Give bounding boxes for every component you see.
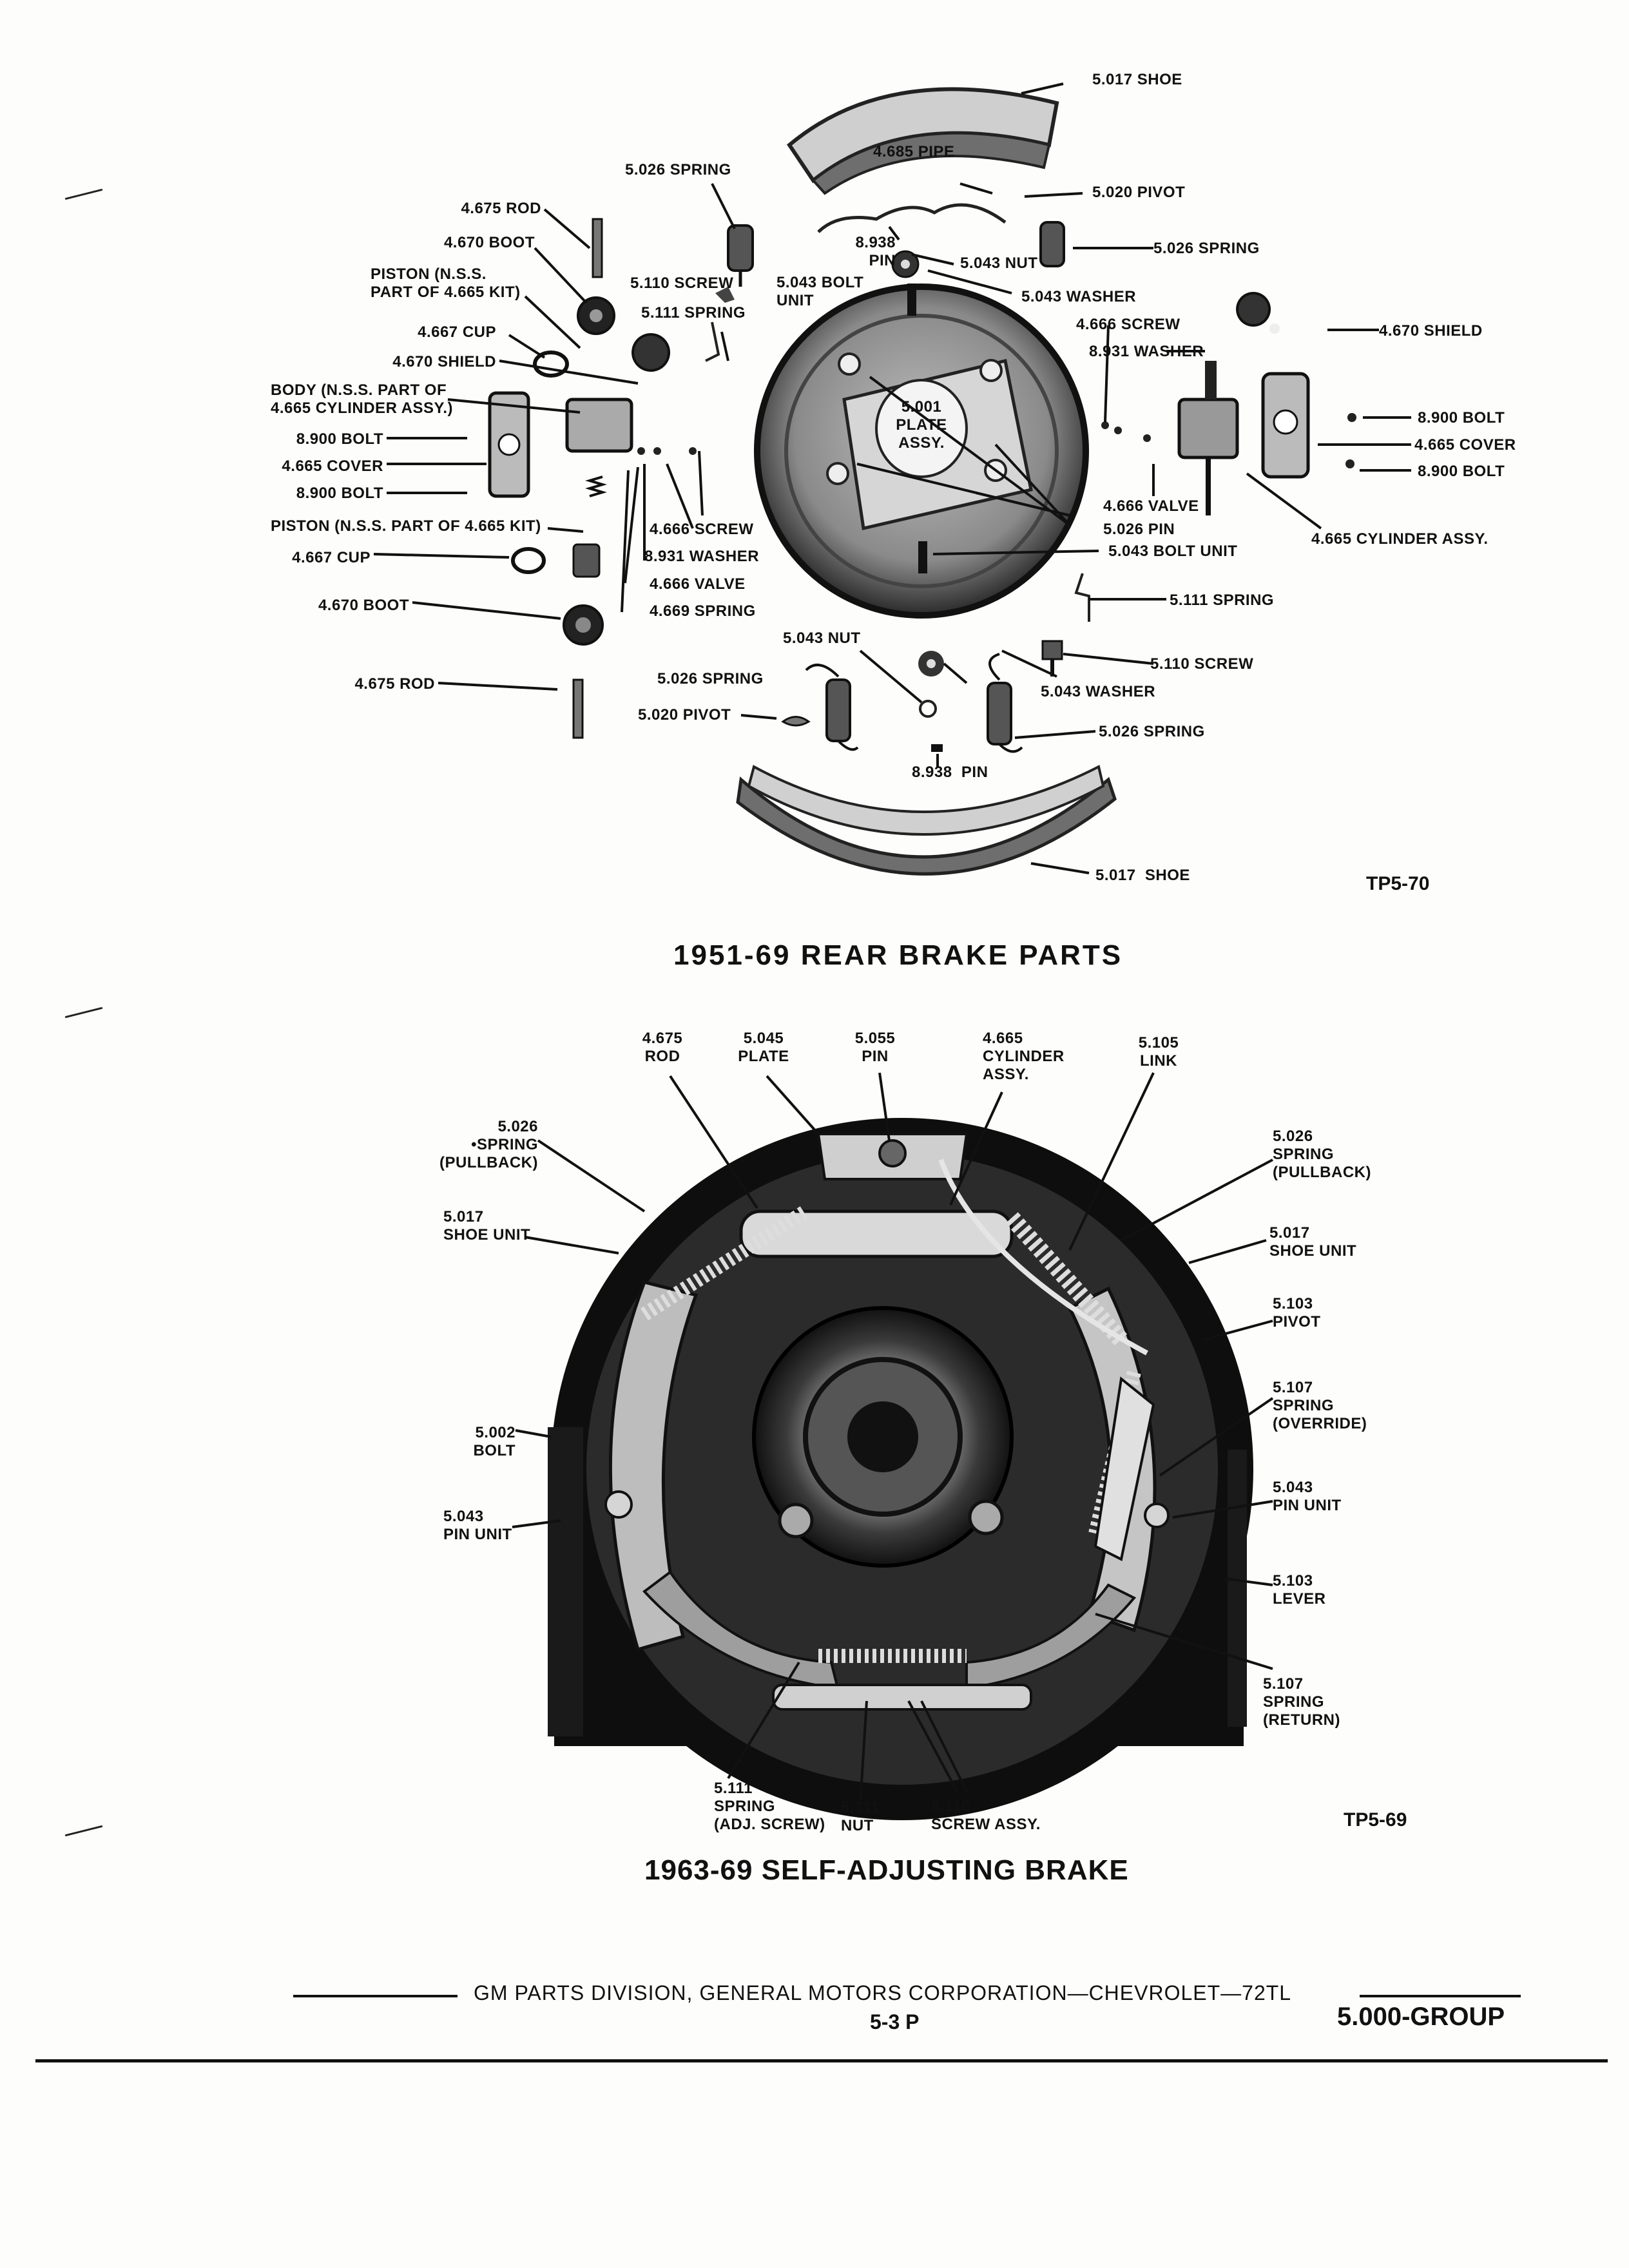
label-valve-right: 4.666 VALVE [1103,497,1199,515]
label-pipe: 4.685 PIPE [873,143,955,160]
label-spring-top-right: 5.026 SPRING [1153,240,1260,257]
label-shoe-top: 5.017 SHOE [1092,71,1182,88]
label-plate-assy: 5.001 PLATE ASSY. [896,398,947,452]
label-cylinder-assy-right: 4.665 CYLINDER ASSY. [1311,530,1489,548]
label-rod-left-2: 4.675 ROD [354,675,435,693]
label-screw-110-bottom: 5.110 SCREW [1150,655,1254,673]
adjusting-screw [773,1685,1031,1709]
label-sa-shoe-unit-right: 5.017 SHOE UNIT [1269,1224,1357,1260]
label-sa-link: 5.105 LINK [1138,1034,1179,1070]
label-screw-110-top: 5.110 SCREW [630,274,734,292]
label-shoe-bottom: 5.017 SHOE [1095,867,1190,884]
pin-bottom [931,744,943,752]
label-sa-bolt: 5.002 BOLT [473,1424,516,1459]
footer-page-number: 5-3 P [870,2010,920,2033]
label-nut-bottom: 5.043 NUT [783,629,861,647]
label-sa-screw-assy: 5.110 SCREW ASSY. [931,1798,1041,1833]
brake-pipe [818,205,1005,232]
label-bolt-left-2: 8.900 BOLT [296,485,383,502]
label-sa-plate: 5.045 PLATE [738,1030,789,1065]
figure-id-tp5-69: TP5-69 [1344,1809,1407,1831]
label-washer-931-left: 8.931 WASHER [644,548,760,565]
label-pin-bottom: 8.938 PIN [912,764,988,781]
label-pivot-bottom: 5.020 PIVOT [638,706,731,724]
self-adjusting-brake-diagram [0,1005,1629,1907]
label-boot-left-2: 4.670 BOOT [318,597,409,614]
label-nut-top: 5.043 NUT [960,255,1038,272]
label-sa-shoe-unit-left: 5.017 SHOE UNIT [443,1208,531,1244]
footer-rule-right [1360,1995,1521,1997]
label-shield-left: 4.670 SHIELD [392,353,496,370]
label-sa-pin: 5.055 PIN [854,1030,896,1065]
label-pivot-top: 5.020 PIVOT [1092,184,1186,201]
label-spring-111-top: 5.111 SPRING [641,304,746,322]
label-sa-spring-pullback-right: 5.026 SPRING (PULLBACK) [1273,1128,1371,1181]
label-cup-left-2: 4.667 CUP [292,549,371,566]
brake-shoe-top [789,89,1057,193]
label-pin-026: 5.026 PIN [1103,521,1175,538]
footer-group: 5.000-GROUP [1337,2003,1505,2031]
label-bolt-unit-top: 5.043 BOLT UNIT [776,274,864,309]
label-valve-left: 4.666 VALVE [650,575,746,593]
label-body-left: BODY (N.S.S. PART OF 4.665 CYLINDER ASSY.) [271,381,454,417]
label-sa-spring-override: 5.107 SPRING (OVERRIDE) [1273,1379,1367,1432]
label-bolt-left-1: 8.900 BOLT [296,430,383,448]
label-spring-top-left: 5.026 SPRING [625,161,731,178]
label-cup-left-1: 4.667 CUP [418,323,496,341]
nut-bottom [920,701,936,716]
label-spring-111-right: 5.111 SPRING [1170,591,1275,609]
label-sa-cylinder: 4.665 CYLINDER ASSY. [983,1030,1065,1083]
label-sa-nut: 5.111 NUT [841,1799,880,1834]
footer-rule-left [293,1995,458,1997]
label-sa-pin-unit-right: 5.043 PIN UNIT [1273,1479,1342,1514]
label-shield-right: 4.670 SHIELD [1379,322,1483,340]
label-sa-lever: 5.103 LEVER [1273,1572,1326,1608]
pivot-bottom [783,717,809,726]
adjuster-spring-right [1076,573,1089,622]
label-washer-bottom: 5.043 WASHER [1041,683,1156,700]
footer-division: GM PARTS DIVISION, GENERAL MOTORS CORPORATION—CHEVROLET—72TL [474,1981,1292,2004]
label-bolt-right-1: 8.900 BOLT [1418,409,1505,427]
page-bottom-rule [35,2059,1608,2062]
label-cover-right: 4.665 COVER [1414,436,1516,454]
label-piston-left-2: PISTON (N.S.S. PART OF 4.665 KIT) [271,517,541,535]
label-spring-026-bottom-right: 5.026 SPRING [1099,723,1205,740]
figure-id-tp5-70: TP5-70 [1366,873,1430,894]
label-rod-left: 4.675 ROD [461,200,541,217]
label-screw-666-right: 4.666 SCREW [1076,316,1181,333]
label-screw-666-left: 4.666 SCREW [650,521,754,538]
label-sa-spring-pullback-left: 5.026 •SPRING (PULLBACK) [439,1118,538,1171]
label-boot-left: 4.670 BOOT [443,234,535,251]
label-washer-top: 5.043 WASHER [1021,288,1137,305]
label-cover-left: 4.665 COVER [282,457,383,475]
label-sa-pivot: 5.103 PIVOT [1273,1295,1321,1331]
caption-self-adjusting-brake: 1963-69 SELF-ADJUSTING BRAKE [644,1854,1129,1886]
return-spring-top-right [1041,222,1064,266]
label-pin-top: 8.938 PIN [855,234,896,269]
label-spring-026-bottom-left: 5.026 SPRING [657,670,764,687]
label-spring-669-left: 4.669 SPRING [650,602,756,620]
label-washer-931-right: 8.931 WASHER [1089,343,1204,360]
brake-shoe-bottom [738,767,1115,874]
label-bolt-right-2: 8.900 BOLT [1418,463,1505,480]
label-bolt-unit-bottom: 5.043 BOLT UNIT [1108,543,1238,560]
caption-rear-brake-parts: 1951-69 REAR BRAKE PARTS [673,939,1123,971]
label-sa-spring-adj: 5.111 SPRING (ADJ. SCREW) [714,1780,825,1833]
drum-backing-plate [548,1118,1253,1820]
label-sa-pin-unit-left: 5.043 PIN UNIT [443,1508,512,1543]
label-piston-left-1: PISTON (N.S.S. PART OF 4.665 KIT) [371,265,521,301]
label-sa-rod: 4.675 ROD [642,1030,683,1065]
return-spring-bottom-left [806,665,858,749]
label-sa-spring-return: 5.107 SPRING (RETURN) [1263,1675,1340,1729]
